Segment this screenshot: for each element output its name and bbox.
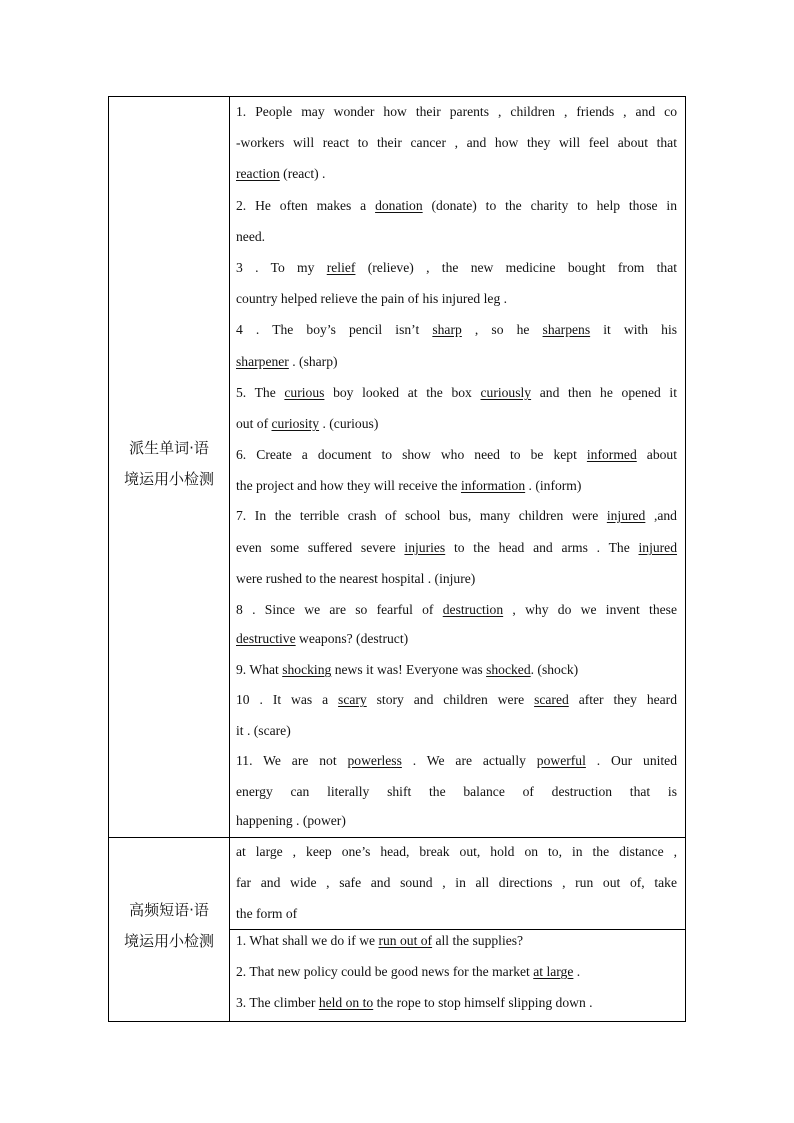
question-text: , why do we invent these [503, 602, 677, 617]
answer-blank: shocked [486, 662, 531, 677]
question-text: need. [236, 229, 266, 244]
question-text: ,and [645, 508, 677, 523]
question-text: The boy’s pencil isn’t [272, 322, 433, 337]
exercise-line [236, 503, 677, 529]
exercise-line [236, 255, 677, 281]
item-number: 3. [236, 995, 247, 1010]
question-text: What [249, 662, 283, 677]
question-text: country helped relieve the pain of his injured leg . [236, 291, 508, 306]
exercise-line [236, 317, 677, 343]
exercise-line [236, 779, 677, 805]
question-text: about [636, 447, 677, 462]
item-number: 7. [236, 508, 247, 523]
question-text: In the terrible crash of school bus, many children were [254, 508, 607, 523]
answer-blank: reaction [236, 166, 280, 181]
exercise-line [236, 597, 677, 623]
question-text: Create a document to show who need to be kept [256, 447, 587, 462]
exercise-line [236, 748, 677, 774]
answer-blank: run out of [378, 933, 433, 948]
answer-blank: scary [338, 692, 367, 707]
answer-blank: powerless [347, 753, 402, 768]
exercise-line [236, 959, 677, 985]
answer-blank: shocking [282, 662, 332, 677]
exercise-line [236, 626, 677, 652]
question-text: all the supplies? [432, 933, 524, 948]
answer-blank: sharpens [542, 322, 591, 337]
question-text: were rushed to the nearest hospital . (injure) [236, 571, 476, 586]
question-text: What shall we do if we [249, 933, 379, 948]
question-text: The climber [249, 995, 319, 1010]
question-text: and then he opened it [531, 385, 677, 400]
question-text: news it was! Everyone was [331, 662, 487, 677]
question-text: . (shock) [530, 662, 579, 677]
question-text: after they heard [568, 692, 678, 707]
answer-blank: scared [534, 692, 569, 707]
question-text: Since we are so fearful of [264, 602, 443, 617]
answer-blank: curious [284, 385, 325, 400]
item-number: 4 . [236, 322, 260, 337]
question-text: weapons? (destruct) [295, 631, 409, 646]
column-divider [229, 97, 230, 1021]
item-number: 8 . [236, 602, 256, 617]
item-number: 5. [236, 385, 247, 400]
question-text: . Our united [585, 753, 678, 768]
exercise-table [108, 96, 686, 1022]
question-text: That new policy could be good news for the market [249, 964, 534, 979]
answer-blank: information [460, 478, 526, 493]
question-text: The [254, 385, 285, 400]
answer-blank: destructive [236, 631, 296, 646]
exercise-line [236, 808, 677, 834]
item-number: 11. [236, 753, 253, 768]
question-text: . (inform) [525, 478, 582, 493]
exercise-line [236, 535, 677, 561]
question-text: even some suffered severe [236, 540, 405, 555]
exercise-line [236, 193, 677, 219]
exercise-line [236, 928, 677, 954]
item-number: 2. [236, 198, 247, 213]
question-text: . (sharp) [288, 354, 338, 369]
question-text: the rope to stop himself slipping down . [373, 995, 593, 1010]
question-text: . (curious) [319, 416, 379, 431]
exercise-line [236, 687, 677, 713]
section-divider [109, 837, 685, 838]
exercise-line [236, 380, 677, 406]
answer-blank: sharp [432, 322, 462, 337]
exercise-line [236, 130, 677, 156]
answer-blank: donation [375, 198, 423, 213]
exercise-line [236, 473, 677, 499]
question-text: energy can literally shift the balance of destruction that is [236, 784, 677, 799]
phrase-list-line: at large , keep one’s head, break out, hold on to, in the distance , [236, 844, 677, 859]
question-text: (relieve) , the new medicine bought from that [355, 260, 678, 275]
question-text: . [573, 964, 581, 979]
exercise-line [236, 161, 677, 187]
question-text: We are not [263, 753, 348, 768]
exercise-line [236, 657, 677, 683]
section1-label: 派生单词·语 境运用小检测 [123, 439, 214, 488]
question-text: boy looked at the box [324, 385, 481, 400]
exercise-line [236, 411, 677, 437]
question-text: it . (scare) [236, 723, 291, 738]
question-text: He often makes a [255, 198, 376, 213]
question-text: It was a [272, 692, 339, 707]
exercise-line [236, 224, 677, 250]
answer-blank: injured [638, 540, 678, 555]
exercise-line [236, 718, 677, 744]
question-text: To my [270, 260, 327, 275]
question-text: story and children were [366, 692, 535, 707]
exercise-line [236, 349, 677, 375]
answer-blank: sharpener [236, 354, 289, 369]
answer-blank: injured [606, 508, 646, 523]
answer-blank: relief [326, 260, 356, 275]
item-number: 1. [236, 933, 247, 948]
exercise-line [236, 99, 677, 125]
question-text: the project and how they will receive the [236, 478, 461, 493]
question-text: to the head and arms . The [445, 540, 639, 555]
question-text: out of [236, 416, 272, 431]
question-text: . We are actually [401, 753, 537, 768]
phrase-list-line: far and wide , safe and sound , in all directions , run out of, take [236, 875, 677, 890]
item-number: 9. [236, 662, 247, 677]
exercise-line [236, 286, 677, 312]
answer-blank: curiously [480, 385, 532, 400]
question-text: People may wonder how their parents , children , friends , and co [255, 104, 677, 119]
question-text: (donate) to the charity to help those in [422, 198, 678, 213]
exercise-line [236, 566, 677, 592]
answer-blank: curiosity [271, 416, 320, 431]
question-text: , so he [461, 322, 543, 337]
item-number: 6. [236, 447, 247, 462]
answer-blank: powerful [536, 753, 586, 768]
answer-blank: injuries [404, 540, 446, 555]
answer-blank: at large [533, 964, 574, 979]
item-number: 10 . [236, 692, 263, 707]
answer-blank: held on to [318, 995, 374, 1010]
section2-label: 高频短语·语 境运用小检测 [123, 901, 214, 950]
phrase-list-line: the form of [236, 906, 298, 921]
item-number: 1. [236, 104, 247, 119]
item-number: 3 . [236, 260, 259, 275]
exercise-line [236, 990, 677, 1016]
answer-blank: destruction [442, 602, 504, 617]
item-number: 2. [236, 964, 247, 979]
exercise-line [236, 442, 677, 468]
question-text: -workers will react to their cancer , and how they will feel about that [236, 135, 677, 150]
question-text: (react) . [279, 166, 326, 181]
question-text: happening . (power) [236, 813, 346, 828]
answer-blank: informed [586, 447, 637, 462]
question-text: it with his [590, 322, 678, 337]
